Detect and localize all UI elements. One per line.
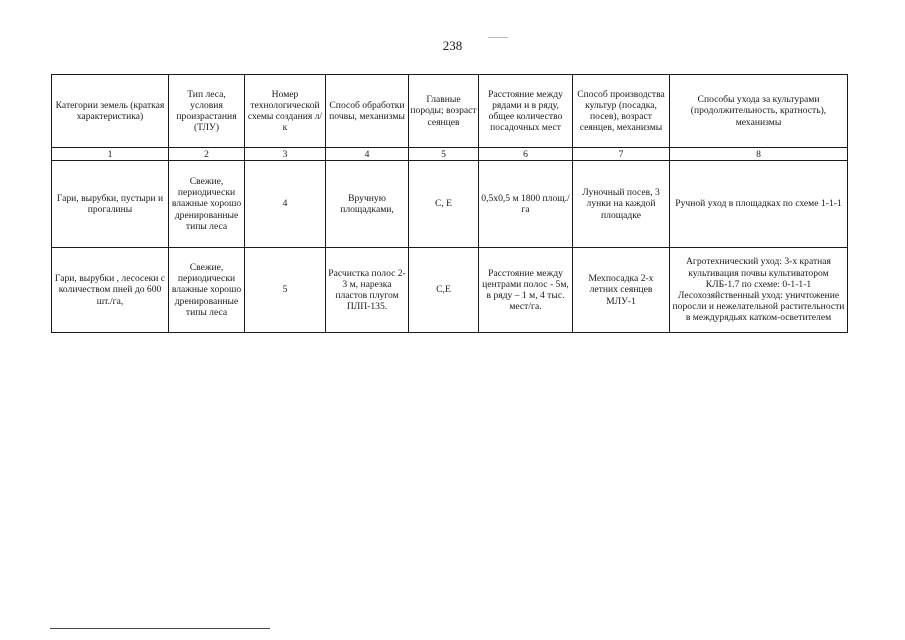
forest-culture-table bbox=[51, 74, 848, 333]
forest-type-cell: Свежие, периодически влажные хорошо дренированные типы леса bbox=[169, 248, 245, 333]
column-number: 6 bbox=[479, 148, 573, 161]
spacing-cell: Расстояние между центрами полос - 5м, в ряду – 1 м, 4 тыс. мест/га. bbox=[479, 248, 573, 333]
page-number: 238 bbox=[442, 38, 463, 53]
species-cell: С,Е bbox=[409, 248, 479, 333]
column-number: 4 bbox=[326, 148, 409, 161]
scheme-number-cell: 5 bbox=[245, 248, 326, 333]
header-cell: Способ обработки почвы, механизмы bbox=[326, 75, 409, 148]
table-row bbox=[52, 248, 848, 333]
header-cell: Способы ухода за культурами (продолжительность, кратность), механизмы bbox=[670, 75, 848, 148]
scheme-number-cell: 4 bbox=[245, 161, 326, 248]
production-method-cell: Луночный посев, 3 лунки на каждой площадке bbox=[573, 161, 670, 248]
care-methods-cell: Ручной уход в площадках по схеме 1-1-1 bbox=[670, 161, 848, 248]
column-number: 1 bbox=[52, 148, 169, 161]
category-cell: Гари, вырубки, пустыри и прогалины bbox=[52, 161, 169, 248]
column-number: 8 bbox=[670, 148, 848, 161]
header-cell: Способ производства культур (посадка, посев), возраст сеянцев, механизмы bbox=[573, 75, 670, 148]
soil-treatment-cell: Вручную площадками, bbox=[326, 161, 409, 248]
table-row bbox=[52, 161, 848, 248]
forest-type-cell: Свежие, периодически влажные хорошо дренированные типы леса bbox=[169, 161, 245, 248]
column-number: 2 bbox=[169, 148, 245, 161]
scan-mark bbox=[488, 37, 508, 38]
header-cell: Расстояние между рядами и в ряду, общее количество посадочных мест bbox=[479, 75, 573, 148]
soil-treatment-cell: Расчистка полос 2-3 м, нарезка пластов плугом ПЛП-135. bbox=[326, 248, 409, 333]
column-number: 3 bbox=[245, 148, 326, 161]
header-cell: Главные породы; возраст сеянцев bbox=[409, 75, 479, 148]
header-cell: Тип леса, условия произрастания (ТЛУ) bbox=[169, 75, 245, 148]
spacing-cell: 0,5х0,5 м 1800 площ./га bbox=[479, 161, 573, 248]
header-cell: Категории земель (краткая характеристика) bbox=[52, 75, 169, 148]
header-cell: Номер технологической схемы создания л/к bbox=[245, 75, 326, 148]
production-method-cell: Мехпосадка 2-х летних сеянцев МЛУ-1 bbox=[573, 248, 670, 333]
category-cell: Гари, вырубки , лесосеки с количеством пней до 600 шт./га, bbox=[52, 248, 169, 333]
column-number-row bbox=[52, 148, 848, 161]
column-number: 5 bbox=[409, 148, 479, 161]
species-cell: С, Е bbox=[409, 161, 479, 248]
footnote-divider bbox=[50, 628, 270, 629]
column-number: 7 bbox=[573, 148, 670, 161]
header-row bbox=[52, 75, 848, 148]
care-methods-cell: Агротехнический уход: 3-х кратная культивация почвы культиватором КЛБ-1.7 по схеме: 0-1-1-1 Лесохозяйственный уход: уничтожение поросли и нежелательной растительности в междурядьях катком-осветителем bbox=[670, 248, 848, 333]
